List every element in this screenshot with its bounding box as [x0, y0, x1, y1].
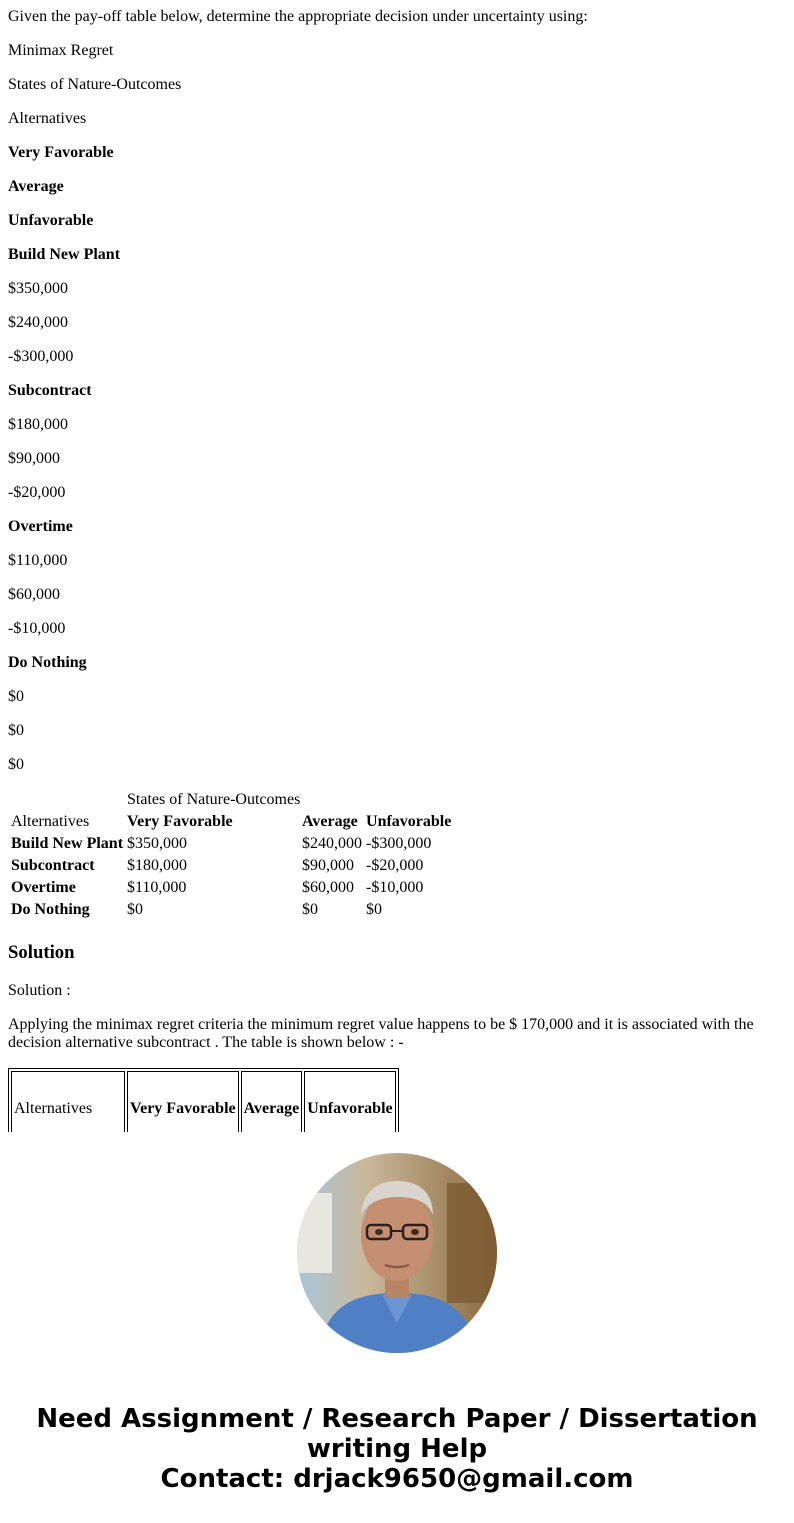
- row-value-text: $180,000: [8, 416, 68, 433]
- states-heading-text: States of Nature-Outcomes: [8, 76, 182, 93]
- table-row: [11, 1071, 396, 1132]
- row-value-text: $60,000: [8, 586, 60, 603]
- table-cell: -$300,000: [366, 835, 432, 852]
- table-cell: Subcontract: [11, 857, 95, 874]
- table-cell: $180,000: [127, 857, 188, 874]
- table-cell: $110,000: [127, 879, 187, 896]
- table-row: [10, 856, 452, 876]
- tutor-avatar: [297, 1153, 497, 1353]
- table-cell: $350,000: [127, 835, 188, 852]
- table-cell: Do Nothing: [11, 901, 90, 918]
- footer-line: writing Help: [306, 1434, 488, 1464]
- row-value-text: -$10,000: [8, 620, 66, 637]
- table-cell: -$10,000: [366, 879, 424, 896]
- row-value-text: $350,000: [8, 280, 68, 297]
- alternatives-header-cell: Alternatives: [11, 1071, 125, 1132]
- question-intro: Given the pay-off table below, determine the appropriate decision under uncertainty using:: [8, 8, 588, 25]
- question-content: [8, 8, 786, 1132]
- table-cell: $0: [127, 901, 144, 918]
- solution-text: Applying the minimax regret criteria the minimum regret value happens to be $ 170,000 and it is associated with the decision alternative subcontract . The table is shown below : -: [8, 1016, 754, 1051]
- footer-banner: [0, 1404, 794, 1494]
- solution-label: Solution :: [8, 982, 71, 999]
- row-value-text: $0: [8, 688, 24, 705]
- column-header-cell: Very Favorable: [127, 1071, 239, 1132]
- states-heading-cell: States of Nature-Outcomes: [127, 791, 301, 808]
- table-cell: Overtime: [11, 879, 76, 896]
- row-name-text: Build New Plant: [8, 246, 121, 263]
- payoff-table: [8, 788, 454, 922]
- row-value-text: $0: [8, 756, 24, 773]
- table-cell: -$20,000: [366, 857, 424, 874]
- row-value-text: $90,000: [8, 450, 60, 467]
- footer-line: Need Assignment / Research Paper / Dissertation: [36, 1404, 758, 1434]
- row-value-text: $0: [8, 722, 24, 739]
- regret-table-container: [8, 1068, 786, 1132]
- contact-email: Contact: drjack9650@gmail.com: [160, 1464, 634, 1494]
- table-cell: $90,000: [302, 857, 355, 874]
- row-value-text: $240,000: [8, 314, 68, 331]
- table-row: [10, 900, 452, 920]
- table-cell: Build New Plant: [11, 835, 124, 852]
- row-value-text: $110,000: [8, 552, 68, 569]
- question-method: Minimax Regret: [8, 42, 114, 59]
- regret-table: [8, 1068, 399, 1132]
- column-header-cell: Very Favorable: [127, 813, 233, 830]
- table-cell: $0: [302, 901, 319, 918]
- column-unfavorable-text: Unfavorable: [8, 212, 94, 229]
- row-name-text: Do Nothing: [8, 654, 87, 671]
- column-header-cell: Average: [302, 813, 358, 830]
- alternatives-label-text: Alternatives: [8, 110, 87, 127]
- table-cell: $0: [366, 901, 383, 918]
- column-header-cell: Average: [241, 1071, 303, 1132]
- column-header-cell: Unfavorable: [304, 1071, 395, 1132]
- table-row: [10, 812, 452, 832]
- table-row: [10, 878, 452, 898]
- solution-heading: Solution: [8, 942, 75, 963]
- row-value-text: -$300,000: [8, 348, 74, 365]
- column-header-cell: Unfavorable: [366, 813, 452, 830]
- column-average-text: Average: [8, 178, 64, 195]
- table-row: [10, 790, 452, 810]
- table-cell: $60,000: [302, 879, 355, 896]
- tutor-photo: [297, 1153, 497, 1353]
- column-very-favorable-text: Very Favorable: [8, 144, 114, 161]
- alternatives-header-cell: Alternatives: [11, 813, 90, 830]
- row-name-text: Overtime: [8, 518, 73, 535]
- table-row: [10, 834, 452, 854]
- row-value-text: -$20,000: [8, 484, 66, 501]
- row-name-text: Subcontract: [8, 382, 92, 399]
- table-cell: $240,000: [302, 835, 363, 852]
